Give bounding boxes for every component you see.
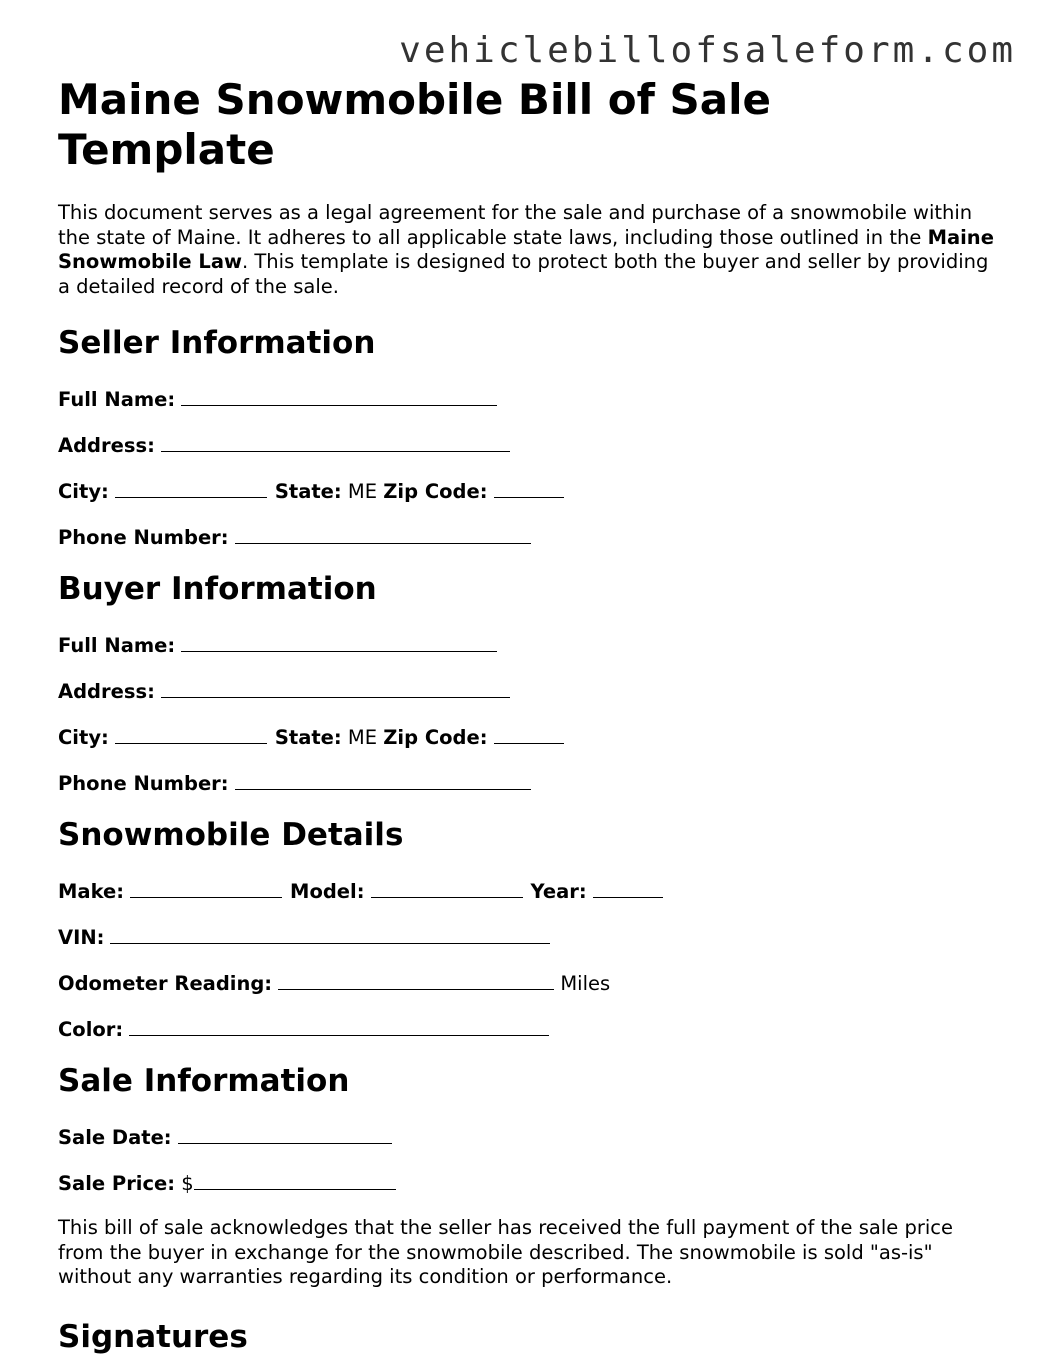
acknowledgement-paragraph: This bill of sale acknowledges that the seller has received the full payment of the sale price from the buyer in exchange for the snowmobile described. The snowmobile is sold "as-is" without any warranties regarding its condition or performance. xyxy=(58,1216,953,1288)
buyer-phone-label: Phone Number: xyxy=(58,772,229,795)
seller-city-row xyxy=(58,479,998,504)
vin-label: VIN: xyxy=(58,926,105,949)
intro-paragraph xyxy=(58,201,998,299)
law-name: Maine Snowmobile Law xyxy=(58,225,994,273)
year-field[interactable] xyxy=(593,879,663,898)
sale-date-row xyxy=(58,1125,998,1150)
seller-city-field[interactable] xyxy=(115,479,267,498)
vin-row xyxy=(58,925,998,950)
seller-zip-field[interactable] xyxy=(494,479,564,498)
odometer-row xyxy=(58,971,998,996)
odometer-unit: Miles xyxy=(560,972,611,995)
sale-date-label: Sale Date: xyxy=(58,1126,172,1149)
sale-date-field[interactable] xyxy=(178,1125,392,1144)
seller-heading: Seller Information xyxy=(58,325,376,361)
buyer-zip-label: Zip Code: xyxy=(383,726,488,749)
site-watermark: vehiclebillofsaleform.com xyxy=(399,30,1016,71)
signatures-heading: Signatures xyxy=(58,1318,248,1355)
snowmobile-heading: Snowmobile Details xyxy=(58,817,404,853)
sale-heading: Sale Information xyxy=(58,1063,350,1099)
seller-address-row xyxy=(58,433,998,458)
color-field[interactable] xyxy=(129,1017,549,1036)
buyer-address-label: Address: xyxy=(58,680,155,703)
buyer-full-name-row xyxy=(58,633,998,658)
buyer-phone-field[interactable] xyxy=(235,771,531,790)
buyer-zip-field[interactable] xyxy=(494,725,564,744)
sale-price-row xyxy=(58,1171,998,1196)
seller-phone-row xyxy=(58,525,998,550)
document-title: Maine Snowmobile Bill of Sale Template xyxy=(58,75,771,174)
seller-full-name-label: Full Name: xyxy=(58,388,176,411)
seller-state-label: State: xyxy=(274,480,342,503)
year-label: Year: xyxy=(530,880,587,903)
seller-zip-label: Zip Code: xyxy=(383,480,488,503)
buyer-address-row xyxy=(58,679,998,704)
color-label: Color: xyxy=(58,1018,124,1041)
buyer-heading: Buyer Information xyxy=(58,571,377,607)
buyer-city-field[interactable] xyxy=(115,725,267,744)
buyer-full-name-field[interactable] xyxy=(181,633,497,652)
buyer-phone-row xyxy=(58,771,998,796)
seller-phone-field[interactable] xyxy=(235,525,531,544)
color-row xyxy=(58,1017,998,1042)
odometer-label: Odometer Reading: xyxy=(58,972,273,995)
document xyxy=(58,75,998,1356)
buyer-full-name-label: Full Name: xyxy=(58,634,176,657)
make-field[interactable] xyxy=(130,879,282,898)
buyer-state-label: State: xyxy=(274,726,342,749)
buyer-state-value: ME xyxy=(347,726,378,749)
seller-full-name-field[interactable] xyxy=(181,387,497,406)
currency-symbol: $ xyxy=(181,1172,194,1195)
model-field[interactable] xyxy=(371,879,523,898)
seller-city-label: City: xyxy=(58,480,109,503)
buyer-city-label: City: xyxy=(58,726,109,749)
make-label: Make: xyxy=(58,880,125,903)
sale-price-field[interactable] xyxy=(194,1171,396,1190)
seller-address-label: Address: xyxy=(58,434,155,457)
seller-full-name-row xyxy=(58,387,998,412)
make-model-year-row xyxy=(58,879,998,904)
model-label: Model: xyxy=(290,880,365,903)
intro-text-2: . This template is designed to protect both the buyer and seller by providing a detailed record of the sale. xyxy=(58,250,989,298)
buyer-city-row xyxy=(58,725,998,750)
intro-text-1: This document serves as a legal agreement for the sale and purchase of a snowmobile within the state of Maine. It adheres to all applicable state laws, including those outlined in the xyxy=(58,201,973,249)
buyer-address-field[interactable] xyxy=(161,679,510,698)
odometer-field[interactable] xyxy=(278,971,554,990)
seller-state-value: ME xyxy=(347,480,378,503)
vin-field[interactable] xyxy=(110,925,550,944)
sale-price-label: Sale Price: xyxy=(58,1172,176,1195)
seller-phone-label: Phone Number: xyxy=(58,526,229,549)
seller-address-field[interactable] xyxy=(161,433,510,452)
